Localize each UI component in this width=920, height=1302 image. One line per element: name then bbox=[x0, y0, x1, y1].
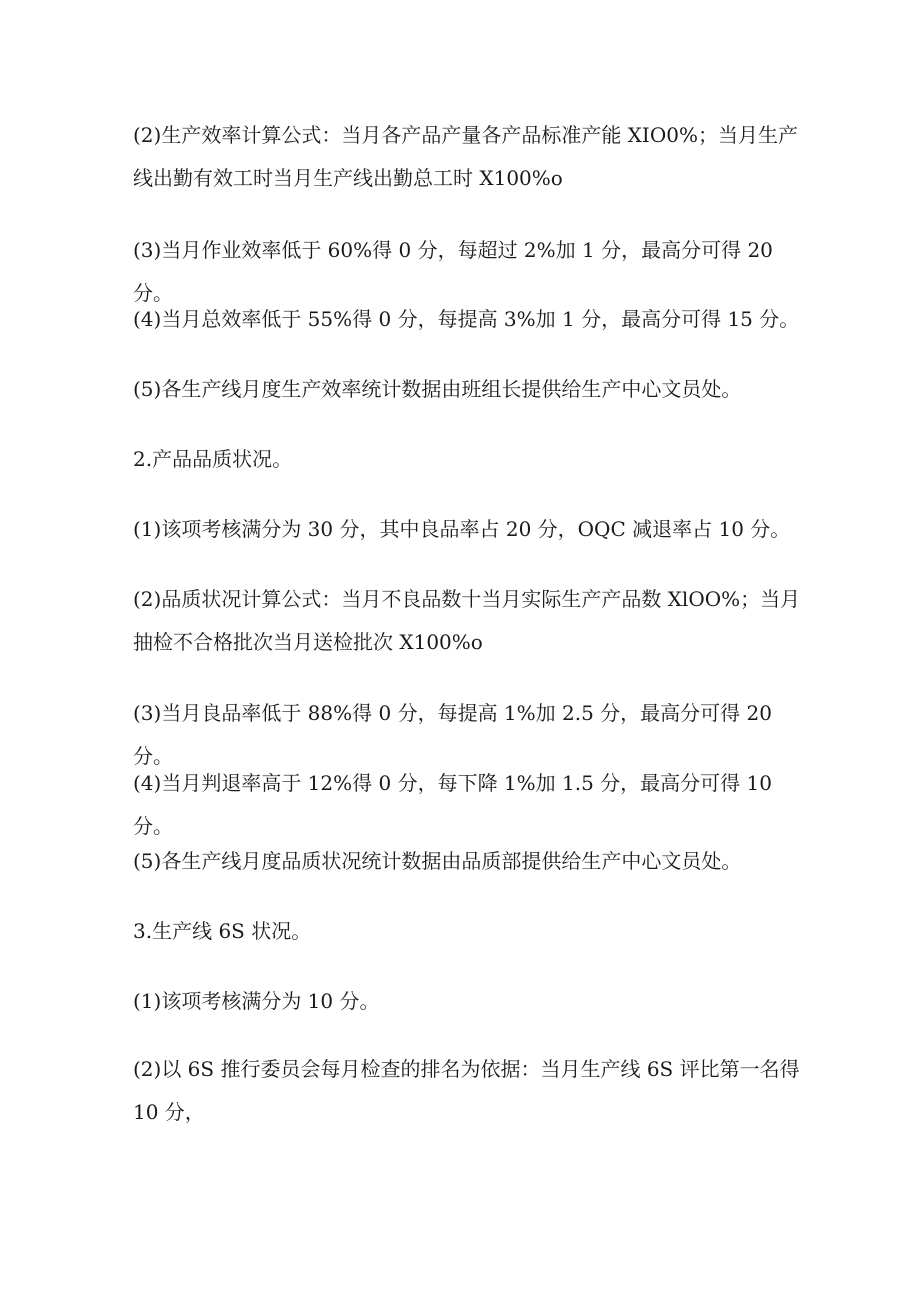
paragraph-efficiency-data: (5)各生产线月度生产效率统计数据由班组长提供给生产中心文员处。 bbox=[133, 377, 742, 401]
paragraph-yield-rate: (3)当月良品率低于 88%得 0 分，每提高 1%加 2.5 分，最高分可得 20 分。 bbox=[133, 701, 772, 768]
paragraph-efficiency-formula: (2)生产效率计算公式：当月各产品产量各产品标准产能 XIO0%；当月生产线出勤有效工时当月生产线出勤总工时 X100%o bbox=[133, 123, 798, 190]
paragraph-total-efficiency: (4)当月总效率低于 55%得 0 分，每提高 3%加 1 分，最高分可得 15 分。 bbox=[133, 307, 800, 331]
section-heading-quality: 2.产品品质状况。 bbox=[133, 447, 293, 471]
section-heading-6s: 3.生产线 6S 状况。 bbox=[133, 919, 312, 943]
paragraph-quality-score: (1)该项考核满分为 30 分，其中良品率占 20 分，OQC 减退率占 10 分。 bbox=[133, 517, 791, 541]
paragraph-reject-rate: (4)当月判退率高于 12%得 0 分，每下降 1%加 1.5 分，最高分可得 10 分。 bbox=[133, 771, 772, 838]
paragraph-6s-score: (1)该项考核满分为 10 分。 bbox=[133, 989, 380, 1013]
paragraph-quality-formula: (2)品质状况计算公式：当月不良品数十当月实际生产产品数 XlOO%；当月抽检不合格批次当月送检批次 X100%o bbox=[133, 587, 801, 654]
paragraph-6s-ranking: (2)以 6S 推行委员会每月检查的排名为依据：当月生产线 6S 评比第一名得 10 分， bbox=[133, 1057, 800, 1124]
paragraph-work-efficiency: (3)当月作业效率低于 60%得 0 分，每超过 2%加 1 分，最高分可得 20 分。 bbox=[133, 238, 773, 305]
paragraph-quality-data: (5)各生产线月度品质状况统计数据由品质部提供给生产中心文员处。 bbox=[133, 849, 742, 873]
